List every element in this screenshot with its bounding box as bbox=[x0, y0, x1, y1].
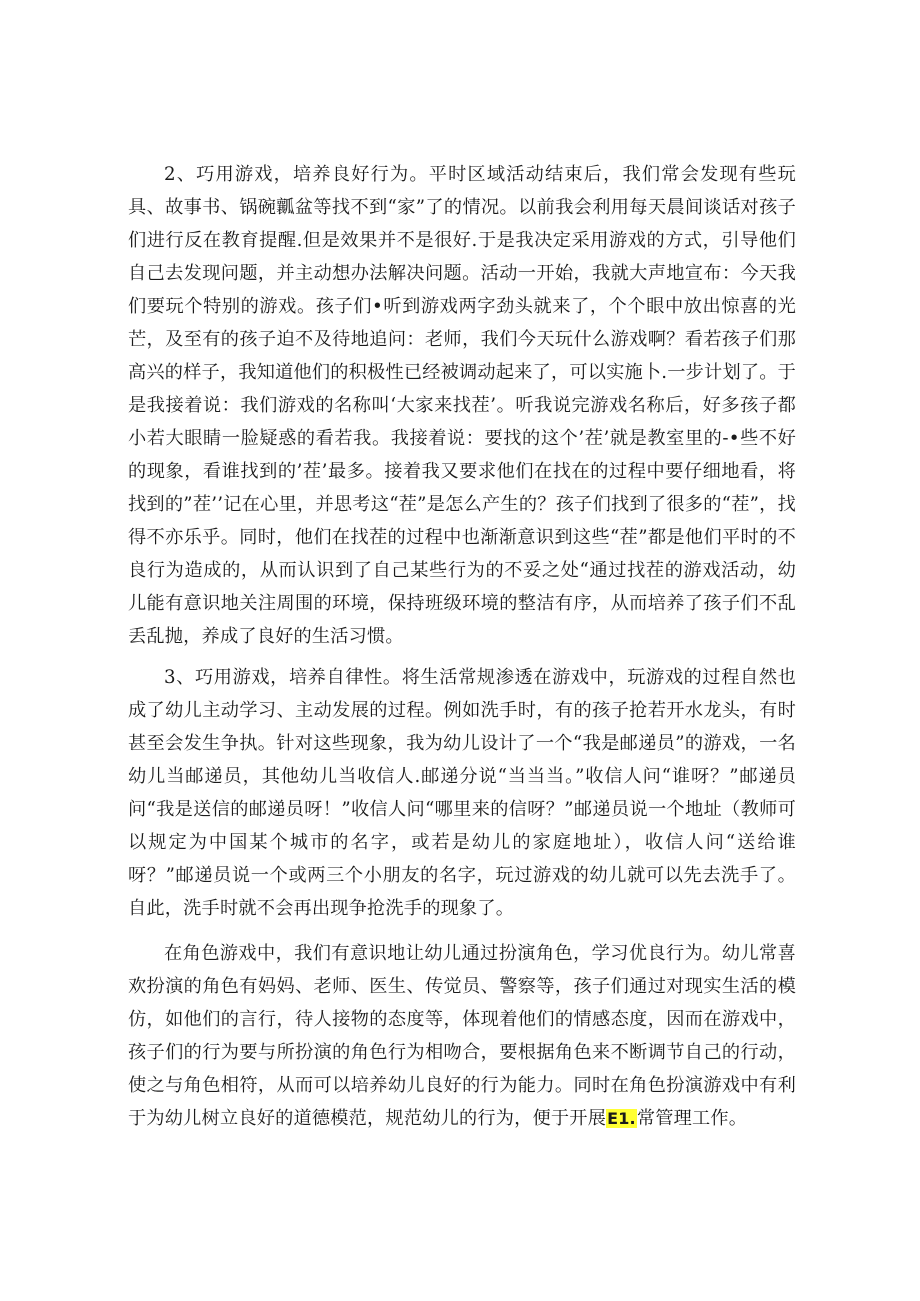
paragraph-role-play-text: 在角色游戏中，我们有意识地让幼儿通过扮演角色，学习优良行为。幼儿常喜欢扮演的角色有妈妈、老师、医生、传觉员、警察等，孩子们通过对现实生活的模仿，如他们的言行，待人接物的态度等，体现着他们的情感态度，因而在游戏中，孩子们的行为要与所扮演的角色行为相吻合，要根据角色来不断调节自己的行动，使之与角色相符，从而可以培养幼儿良好的行为能力。同时在角色扮演游戏中有利于为幼儿树立良好的道德模范，规范幼儿的行为，便于开展 bbox=[128, 943, 796, 1129]
paragraph-role-play bbox=[128, 937, 796, 1135]
paragraph-habits-game: 2、巧用游戏，培养良好行为。平时区域活动结束后，我们常会发现有些玩具、故事书、锅碗瓤盆等找不到“家”了的情况。以前我会利用每天晨间谈话对孩子们进行反在教育提醒.但是效果并不是很好.于是我决定采用游戏的方式，引导他们自己去发现问题，并主动想办法解决问题。活动一开始，我就大声地宣布：今天我们要玩个特别的游戏。孩子们•听到游戏两字劲头就来了，个个眼中放出惊喜的光芒，及至有的孩子迫不及待地追问：老师，我们今天玩什么游戏啊？看若孩子们那高兴的样子，我知道他们的积极性已经被调动起来了，可以实施卜.一步计划了。于是我接着说：我们游戏的名称叫‘大家来找茬’。听我说完游戏名称后，好多孩子都小若大眼睛一脸疑惑的看若我。我接着说：要找的这个’茬’就是教室里的-•些不好的现象，看谁找到的’茬’最多。接着我又要求他们在找在的过程中要仔细地看，将找到的”茬’’记在心里，并思考这“茬”是怎么产生的？孩子们找到了很多的“茬”，找得不亦乐乎。同时，他们在找茬的过程中也渐渐意识到这些“茬”都是他们平时的不良行为造成的，从而认识到了自己某些行为的不妥之处“通过找茬的游戏活动，幼儿能有意识地关注周围的环境，保持班级环境的整洁有序，从而培养了孩子们不乱丢乱抛，养成了良好的生活习惯。 bbox=[128, 164, 796, 647]
paragraph-self-discipline-game: 3、巧用游戏，培养自律性。将生活常规渗透在游戏中，玩游戏的过程自然也成了幼儿主动学习、主动发展的过程。例如洗手时，有的孩子抢若开水龙头，有时甚至会发生争执。针对这些现象，我为幼儿设计了一个“我是邮递员”的游戏，一名幼儿当邮递员，其他幼儿当收信人.邮递分说“当当当。”收信人问“谁呀？”邮递员问“我是送信的邮递员呀！”收信人问“哪里来的信呀？”邮递员说一个地址（教师可以规定为中国某个城市的名字，或若是幼儿的家庭地址），收信人问“送给谁呀？”邮递员说一个或两三个小朋友的名字，玩过游戏的幼儿就可以先去洗手了。自此，洗手时就不会再出现争抢洗手的现象了。 bbox=[128, 667, 796, 919]
document-body bbox=[128, 158, 796, 1143]
highlighted-text: E1. bbox=[607, 1109, 636, 1128]
paragraph-role-play-ending: 常管理工作。 bbox=[636, 1108, 748, 1129]
